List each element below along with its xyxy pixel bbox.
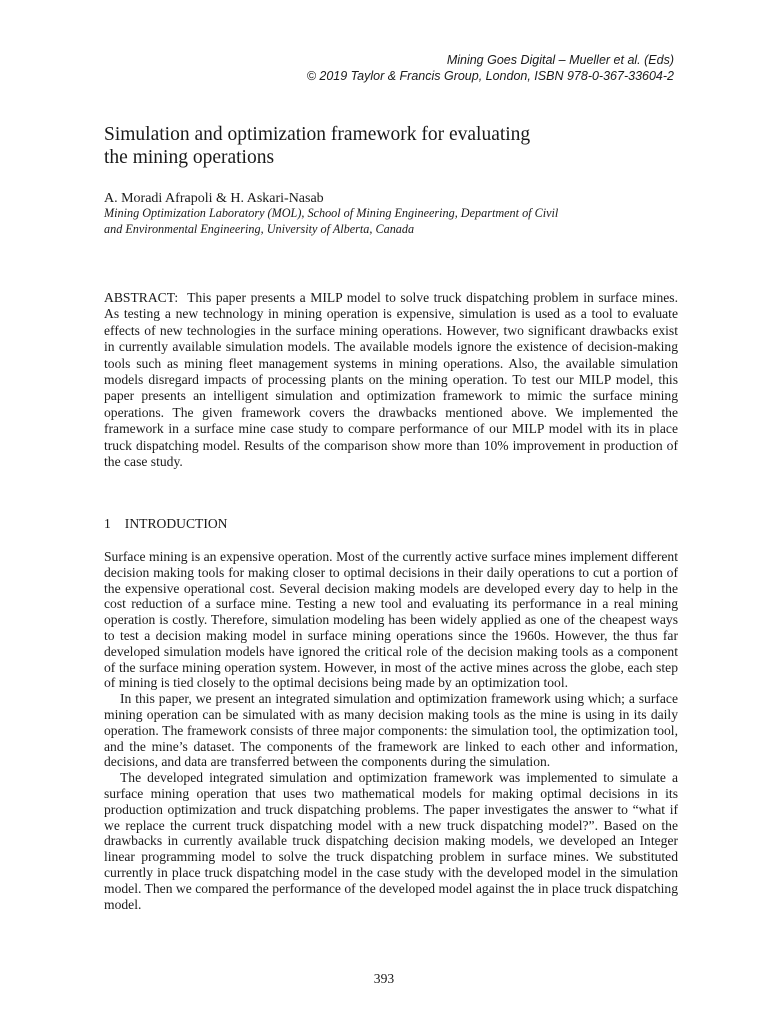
abstract-text: This paper presents a MILP model to solve truck dispatching problem in surface mines. As testing a new technology in mining operation is expensive, simulation is used as a tool to evaluate effects of new technologies in the surface mining operations. However, two significant drawbacks exist in currently available simulation models. The available models ignore the existence of decision-making tools such as mining fleet management systems in mining operations. Also, the available simulation models disregard impacts of processing plants on the mining operation. To test our MILP model, this paper presents an intelligent simulation and optimization framework to mimic the surface mining operations. The given framework covers the drawbacks mentioned above. We implemented the framework in a surface mine case study to compare performance of our MILP model with its in place truck dispatching model. Results of the comparison show more than 10% improvement in production of the case study. (104, 290, 678, 470)
header-book-title: Mining Goes Digital – Mueller et al. (Eds) (446, 53, 674, 67)
affiliation-line-1: Mining Optimization Laboratory (MOL), School of Mining Engineering, Department of Civil (104, 206, 559, 220)
paragraph: The developed integrated simulation and optimization framework was implemented to simulate a surface mining operation that uses two mathematical models for making optimal decisions in its production optimization and truck dispatching problems. The paper investigates the answer to “what if we replace the current truck dispatching model with a new truck dispatching model?”. Based on the drawbacks in currently available truck dispatching decision making models, we developed an Integer linear programming model to solve the truck dispatching problem in surface mines. We substituted currently in place truck dispatching model in the case study with the developed model in the simulation model. Then we compared the performance of the developed model against the in place truck dispatching model. (104, 770, 678, 912)
section-title: INTRODUCTION (124, 516, 228, 531)
paragraph: Surface mining is an expensive operation. Most of the currently active surface mines implement different decision making tools for making closer to optimal decisions in their daily operations to cut a portion of the expensive operational cost. Several decision making models are developed every day to help in the cost reduction of a surface mine. Testing a new tool and evaluating its performance in a real mining operation is costly. Therefore, simulation modeling has been widely applied as one of the cheapest ways to test a decision making model in surface mining operations since the 1960s. However, the thus far developed simulation models have ignored the critical role of the decision making tools as a component of the surface mining operation system. However, in most of the active mines across the globe, each step of mining is tied closely to the optimal decisions being made by an optimization tool. (104, 549, 678, 691)
section-number: 1 (104, 516, 111, 531)
section-heading (104, 516, 228, 532)
affiliation-line-2: and Environmental Engineering, University of Alberta, Canada (104, 221, 415, 236)
paper-title-line-2: the mining operations (104, 147, 275, 168)
author-list: A. Moradi Afrapoli & H. Askari-Nasab (104, 191, 324, 206)
abstract-label: ABSTRACT: (104, 290, 179, 305)
paragraph: In this paper, we present an integrated simulation and optimization framework using which; a surface mining operation can be simulated with as many decision making tools as the mine is using in its daily operation. The framework consists of three major components: the simulation tool, the optimization tool, and the mine’s dataset. The components of the framework are linked to each other and information, decisions, and data are transferred between the components during the simulation. (104, 691, 678, 770)
header-copyright: © 2019 Taylor & Francis Group, London, ISBN 978-0-367-33604-2 (306, 69, 674, 83)
page-number: 393 (373, 971, 395, 986)
paper-title (104, 123, 664, 169)
section-body (104, 549, 678, 912)
author-affiliation (104, 206, 684, 237)
running-header (307, 52, 674, 84)
paper-title-line-1: Simulation and optimization framework for evaluating (104, 124, 531, 145)
abstract (104, 290, 678, 470)
